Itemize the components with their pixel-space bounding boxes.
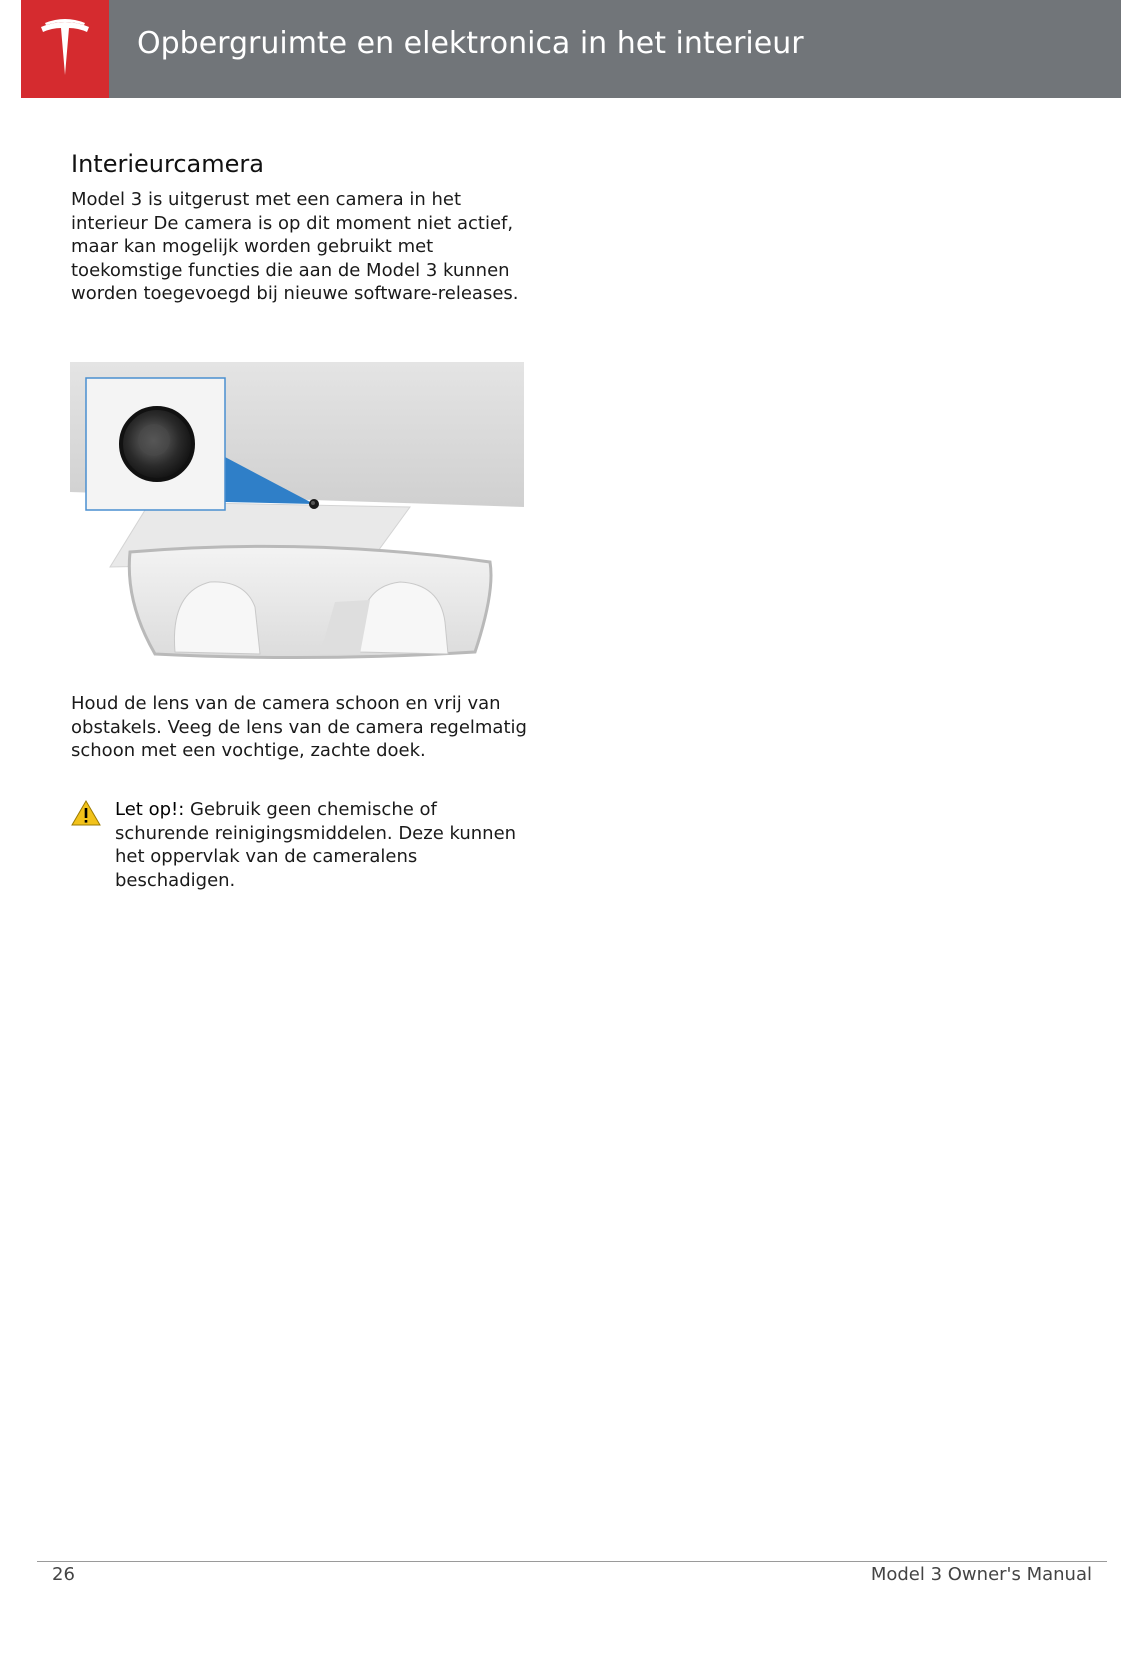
intro-paragraph: Model 3 is uitgerust met een camera in het interieur De camera is op dit moment niet actief, maar kan mogelijk worden gebruikt met toekomstige functies die aan de Model 3 kunnen worden toegevoegd bij nieuwe software-releases. — [71, 189, 519, 304]
warning-note — [71, 798, 531, 892]
manual-title: Model 3 Owner's Manual — [870, 1564, 1092, 1585]
footer-divider — [37, 1561, 1107, 1562]
warning-triangle-icon — [71, 800, 103, 892]
warning-body: Gebruik geen chemische of schurende reinigingsmiddelen. Deze kunnen het oppervlak van de cameralens beschadigen. — [115, 799, 517, 891]
interior-camera-illustration — [70, 362, 524, 662]
care-paragraph: Houd de lens van de camera schoon en vrij van obstakels. Veeg de lens van de camera regelmatig schoon met een vochtige, zachte doek. — [71, 693, 527, 761]
page-number: 26 — [52, 1564, 75, 1585]
warning-text — [115, 798, 531, 892]
page-header — [21, 0, 1121, 98]
section-heading: Interieurcamera — [71, 150, 264, 178]
main-content — [71, 150, 531, 306]
warning-label: Let op!: — [115, 799, 185, 820]
page-title: Opbergruimte en elektronica in het interieur — [137, 26, 804, 61]
tesla-logo-icon — [21, 0, 109, 98]
